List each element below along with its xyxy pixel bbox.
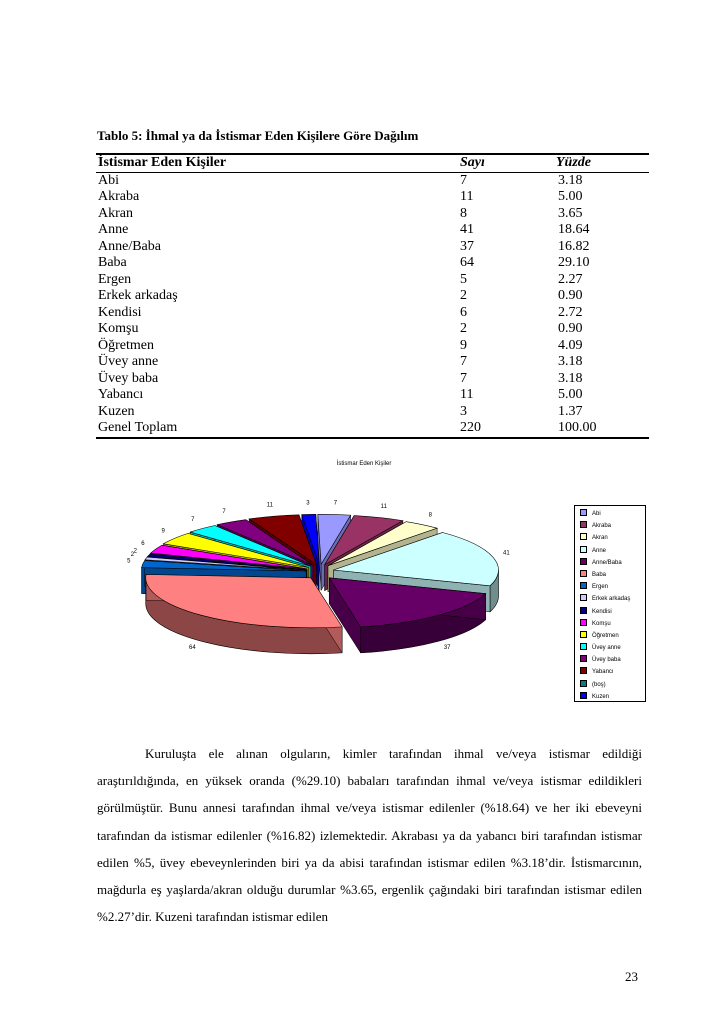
cell-count: 7 [460,172,467,188]
cell-percent: 5.00 [558,387,583,402]
pie-value-label: 37 [443,644,451,651]
cell-person: Erkek arkadaş [98,288,178,303]
legend-swatch [580,521,587,528]
cell-person: Üvey baba [98,370,159,386]
table-row [96,239,649,256]
cell-percent: 3.18 [558,370,583,386]
body-paragraph [97,740,642,930]
legend-item [580,509,645,521]
table-row [96,206,649,223]
legend-swatch [580,594,587,601]
cell-percent: 5.00 [558,189,583,204]
cell-percent: 4.09 [558,337,583,353]
pie-value-label: 7 [333,500,338,507]
legend-item [580,521,645,533]
legend-swatch [580,582,587,589]
cell-count: 220 [460,420,481,435]
legend-swatch [580,570,587,577]
legend-label: Yabancı [592,669,614,676]
cell-person: Kuzen [98,403,135,419]
legend-item [580,692,645,704]
legend-swatch [580,655,587,662]
cell-count: 8 [460,205,467,221]
cell-percent: 0.90 [558,321,583,336]
table-caption: Tablo 5: İhmal ya da İstismar Eden Kişilere Göre Dağılım [97,128,419,143]
legend-label: Kuzen [592,693,610,700]
legend-label: Komşu [592,620,611,627]
chart-title: İstismar Eden Kişiler [336,461,392,467]
chart-legend [574,505,646,702]
legend-item [580,582,645,594]
column-header-percent: Yüzde [556,155,591,170]
cell-count: 2 [460,288,467,303]
cell-count: 37 [460,238,474,254]
legend-label: Abi [592,511,601,517]
table-row [96,404,649,421]
cell-person: Komşu [98,321,139,336]
cell-percent: 1.37 [558,403,583,419]
cell-percent: 3.18 [558,354,583,369]
legend-item [580,680,645,692]
pie-value-label: 6 [141,541,145,548]
table-row [96,305,649,322]
cell-count: 7 [460,354,467,369]
legend-swatch [580,607,587,614]
table-row [96,321,649,338]
cell-person: Ergen [98,271,132,287]
legend-label: Akraba [592,523,612,530]
legend-item [580,643,645,655]
column-header-count: Sayı [460,155,485,170]
legend-swatch [580,558,587,565]
table-row [96,222,649,239]
cell-percent: 3.18 [558,172,583,188]
legend-label: Üvey baba [592,657,621,664]
legend-item [580,655,645,667]
legend-swatch [580,692,587,699]
pie-value-label: 8 [428,512,432,519]
legend-label: Öğretmen [592,632,619,639]
legend-item [580,667,645,679]
legend-swatch [580,631,587,638]
cell-person: Kendisi [98,304,142,320]
cell-percent: 0.90 [558,288,583,303]
pie-value-label: 7 [222,509,226,516]
cell-count: 41 [460,222,474,237]
cell-person: Baba [98,255,127,270]
table-header-row [96,154,649,172]
table-row [96,387,649,404]
cell-count: 2 [460,321,467,336]
table-row [96,338,649,355]
cell-person: Akraba [98,189,140,204]
pie-value-label: 9 [161,528,165,535]
table-row [96,272,649,289]
pie-chart-area [127,500,532,681]
pie-chart [127,500,532,676]
pie-value-label: 2 [133,548,137,555]
pie-value-label: 7 [191,517,195,524]
table-row [96,255,649,272]
cell-person: Yabancı [98,387,144,402]
pie-value-label: 64 [189,644,196,651]
legend-label: Kendisi [592,608,612,615]
cell-count: 11 [460,387,474,402]
pie-value-label: 5 [127,558,131,565]
legend-item [580,607,645,619]
pie-value-label: 3 [306,500,310,507]
pie-value-label: 11 [380,504,387,511]
cell-person: Öğretmen [98,337,154,353]
legend-label: (boş) [592,681,606,688]
table-row [96,172,649,189]
pie-value-label: 41 [503,550,510,557]
cell-person: Anne [98,222,129,237]
legend-label: Anne/Baba [592,559,622,566]
pie-value-label: 11 [266,502,274,509]
cell-person: Üvey anne [98,354,159,369]
table-row [96,420,649,438]
legend-swatch [580,643,587,650]
legend-label: Anne [592,547,607,554]
legend-item [580,533,645,545]
legend-swatch [580,509,587,516]
cell-percent: 16.82 [558,238,590,254]
cell-count: 6 [460,304,467,320]
cell-person: Genel Toplam [98,420,178,435]
table-row [96,354,649,371]
table-row [96,371,649,388]
table-body [96,172,649,438]
cell-person: Akran [98,205,133,221]
legend-item [580,558,645,570]
page-number: 23 [625,969,638,984]
legend-swatch [580,680,587,687]
cell-count: 3 [460,403,467,419]
legend-label: Üvey anne [592,645,621,652]
legend-swatch [580,667,587,674]
table-row [96,288,649,305]
paragraph-text: Kuruluşta ele alınan olguların, kimler tarafından ihmal ve/veya istismar edildiği araştırıldığında, en yüksek oranda (%29.10) babaları tarafından ihmal ve/veya istismar edildikleri görülmüştür. Bunu annesi tarafından ihmal ve/veya istismar edilenler (%18.64) ve her iki ebeveyni tarafından da istismar edilenler (%16.82) izlemektedir. Akrabası ya da yabancı biri tarafından istismar edilen %5, üvey ebeveynlerinden biri ya da abisi tarafından istismar edilen %3.18’dir. İstismarcının, mağdurla eş yaşlarda/akran olduğu durumlar %3.65, ergenlik çağındaki biri tarafından istismar edilen %2.27’dir. Kuzeni tarafından istismar edilen [97,746,642,925]
cell-count: 5 [460,271,467,287]
cell-person: Anne/Baba [98,238,161,254]
cell-percent: 2.72 [558,304,583,320]
legend-label: Erkek arkadaş [592,596,631,603]
cell-count: 7 [460,370,467,386]
cell-percent: 2.27 [558,271,583,287]
legend-item [580,546,645,558]
pie-value-label: 2 [130,552,135,559]
cell-percent: 100.00 [558,420,597,435]
cell-percent: 18.64 [558,222,590,237]
legend-swatch [580,619,587,626]
legend-item [580,570,645,582]
cell-percent: 29.10 [558,255,590,270]
cell-count: 64 [460,255,474,270]
cell-count: 9 [460,337,467,353]
cell-percent: 3.65 [558,205,583,221]
legend-item [580,594,645,606]
legend-item [580,631,645,643]
legend-label: Ergen [592,584,609,591]
legend-swatch [580,546,587,553]
cell-count: 11 [460,189,474,204]
cell-person: Abi [98,172,119,188]
legend-item [580,619,645,631]
legend-label: Baba [592,571,607,578]
legend-label: Akran [592,535,608,542]
table-row [96,189,649,206]
column-header-person: İstismar Eden Kişiler [98,155,227,170]
abuser-table [96,153,649,439]
legend-swatch [580,533,587,540]
